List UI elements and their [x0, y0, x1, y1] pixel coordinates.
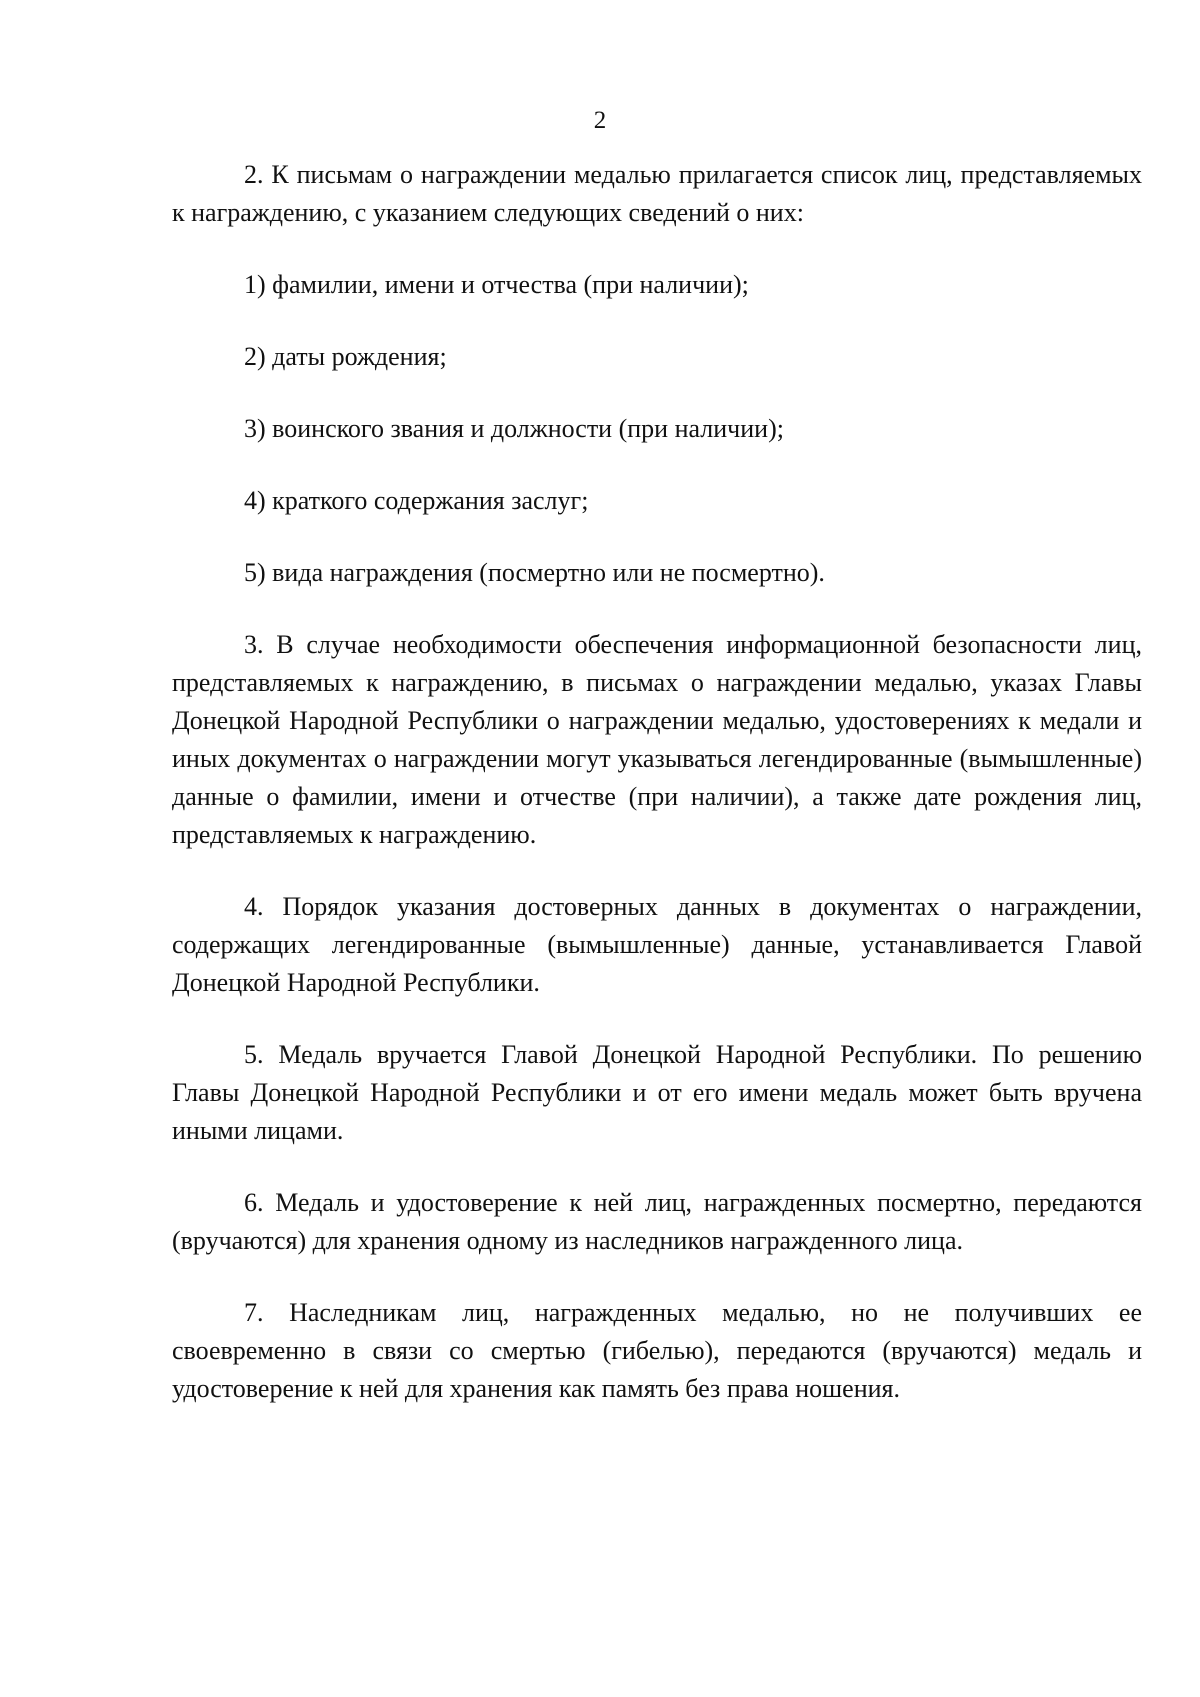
list-item-2: 2) даты рождения;	[244, 342, 447, 371]
list-item-1: 1) фамилии, имени и отчества (при наличии);	[244, 270, 749, 299]
document-body	[172, 156, 1142, 1408]
page-number: 2	[593, 107, 607, 134]
paragraph-4: 4. Порядок указания достоверных данных в документах о награждении, содержащих легендированные (вымышленные) данные, устанавливается Главой Донецкой Народной Республики.	[172, 892, 1142, 997]
list-item-3: 3) воинского звания и должности (при наличии);	[244, 414, 784, 443]
paragraph-5: 5. Медаль вручается Главой Донецкой Народной Республики. По решению Главы Донецкой Народной Республики и от его имени медаль может быть вручена иными лицами.	[172, 1040, 1142, 1145]
paragraph-7: 7. Наследникам лиц, награжденных медалью, но не получивших ее своевременно в связи со смертью (гибелью), передаются (вручаются) медаль и удостоверение к ней для хранения как память без права ношения.	[172, 1298, 1142, 1403]
paragraph-6: 6. Медаль и удостоверение к ней лиц, награжденных посмертно, передаются (вручаются) для хранения одному из наследников награжденного лица.	[172, 1188, 1142, 1255]
list-item-5: 5) вида награждения (посмертно или не посмертно).	[244, 558, 825, 587]
list-item-4: 4) краткого содержания заслуг;	[244, 486, 589, 515]
paragraph-3: 3. В случае необходимости обеспечения информационной безопасности лиц, представляемых к награждению, в письмах о награждении медалью, указах Главы Донецкой Народной Республики о награждении медалью, удостоверениях к медали и иных документах о награждении могут указываться легендированные (вымышленные) данные о фамилии, имени и отчестве (при наличии), а также дате рождения лиц, представляемых к награждению.	[172, 630, 1142, 849]
paragraph-2: 2. К письмам о награждении медалью прилагается список лиц, представляемых к награждению, с указанием следующих сведений о них:	[172, 160, 1142, 227]
